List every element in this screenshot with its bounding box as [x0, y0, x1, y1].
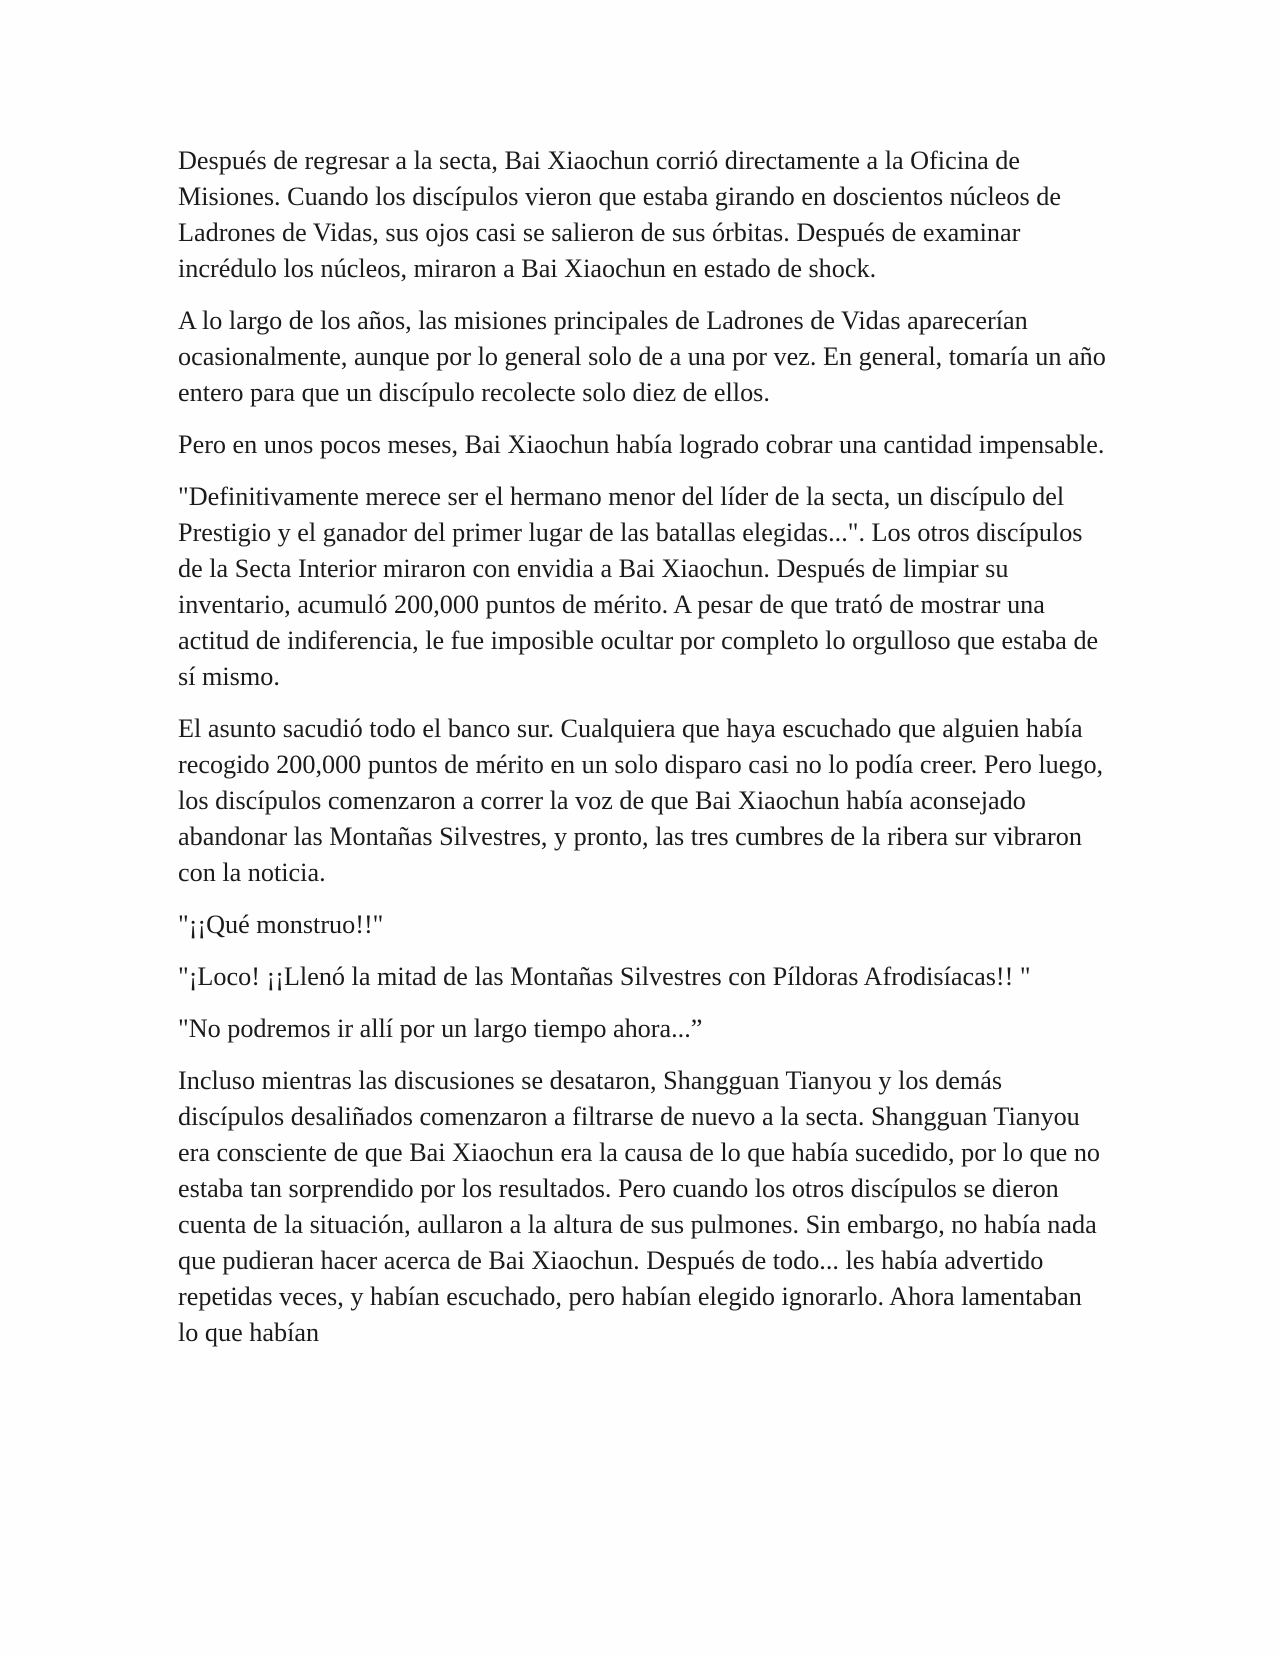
paragraph: Incluso mientras las discusiones se desataron, Shangguan Tianyou y los demás discípulos desaliñados comenzaron a filtrarse de nuevo a la secta. Shangguan Tianyou era consciente de que Bai Xiaochun era la causa de lo que había sucedido, por lo que no estaba tan sorprendido por los resultados. Pero cuando los otros discípulos se dieron cuenta de la situación, aullaron a la altura de sus pulmones. Sin embargo, no había nada que pudieran hacer acerca de Bai Xiaochun. Después de todo... les había advertido repetidas veces, y habían escuchado, pero habían elegido ignorarlo. Ahora lamentaban lo que habían — [178, 1066, 1101, 1347]
paragraph: El asunto sacudió todo el banco sur. Cualquiera que haya escuchado que alguien había recogido 200,000 puntos de mérito en un solo disparo casi no lo podía creer. Pero luego, los discípulos comenzaron a correr la voz de que Bai Xiaochun había aconsejado abandonar las Montañas Silvestres, y pronto, las tres cumbres de la ribera sur vibraron con la noticia. — [178, 714, 1104, 887]
paragraph: "¡¡Qué monstruo!!" — [178, 910, 384, 939]
paragraph: A lo largo de los años, las misiones principales de Ladrones de Vidas aparecerían ocasionalmente, aunque por lo general solo de a una por vez. En general, tomaría un año entero para que un discípulo recolecte solo diez de ellos. — [178, 306, 1106, 407]
paragraph: Pero en unos pocos meses, Bai Xiaochun había logrado cobrar una cantidad impensable. — [178, 430, 1105, 459]
paragraph: "¡Loco! ¡¡Llenó la mitad de las Montañas Silvestres con Píldoras Afrodisíacas!! " — [178, 962, 1031, 991]
paragraph: "Definitivamente merece ser el hermano menor del líder de la secta, un discípulo del Prestigio y el ganador del primer lugar de las batallas elegidas...". Los otros discípulos de la Secta Interior miraron con envidia a Bai Xiaochun. Después de limpiar su inventario, acumuló 200,000 puntos de mérito. A pesar de que trató de mostrar una actitud de indiferencia, le fue imposible ocultar por completo lo orgulloso que estaba de sí mismo. — [178, 482, 1099, 691]
paragraph: "No podremos ir allí por un largo tiempo ahora...” — [178, 1014, 703, 1043]
paragraph: Después de regresar a la secta, Bai Xiaochun corrió directamente a la Oficina de Misiones. Cuando los discípulos vieron que estaba girando en doscientos núcleos de Ladrones de Vidas, sus ojos casi se salieron de sus órbitas. Después de examinar incrédulo los núcleos, miraron a Bai Xiaochun en estado de shock. — [178, 146, 1061, 283]
body-text — [178, 143, 1108, 1367]
